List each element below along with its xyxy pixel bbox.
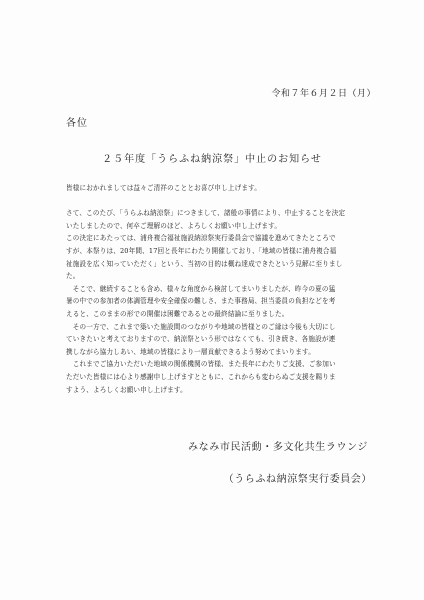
body-line: えると、このままの形での開催は困難であるとの最終結論に至りました。 <box>66 309 289 318</box>
greeting-line: 皆様におかれましては益々ご清祥のこととお喜び申し上げます。 <box>66 184 262 192</box>
document-title: ２５年度「うらふね納涼祭」中止のお知らせ <box>102 154 322 165</box>
paragraph-spacer <box>66 195 376 208</box>
addressee: 各位 <box>66 118 88 129</box>
body-line: 暑の中での参加者の体調管理や安全確保の難しさ、また事務局、担当委員の負担などを考 <box>66 297 336 306</box>
body-line: いたしましたので、何卒ご理解のほど、よろしくお願い申し上げます。 <box>66 221 282 230</box>
body-line: た。 <box>66 272 80 281</box>
document-body <box>66 182 376 396</box>
body-line: その一方で、これまで築いた施設間のつながりや地域の皆様とのご縁は今後も大切にし <box>66 322 336 331</box>
body-line: すが、本祭りは、20年間、17回と長年にわたり開催しており、「地域の皆様に浦舟複合福 <box>66 246 337 255</box>
body-line: そこで、継続することも含め、様々な角度から検討してまいりましたが、昨今の夏の猛 <box>66 284 336 293</box>
signature-committee: （うらふね納涼祭実行委員会） <box>223 474 372 485</box>
body-line: さて、このたび、「うらふね納涼祭」につきまして、諸般の事情により、中止することを決定 <box>66 209 346 218</box>
body-line: ただいた皆様には心より感謝申し上げますとともに、これからも変わらぬご支援を賜りま <box>66 372 336 381</box>
document-date: 令和７年６月２日（月） <box>271 89 376 99</box>
body-line: ていきたいと考えておりますので、納涼祭という形ではなくても、引き続き、各施設が連 <box>66 335 336 344</box>
body-line: 祉施設を広く知っていただく」という、当初の目的は概ね達成できたという見解に至りまし <box>66 259 343 268</box>
signature-organization: みなみ市民活動・多文化共生ラウンジ <box>188 442 368 453</box>
body-line: これまでご協力いただいた地域の関係機関の皆様、また長年にわたりご支援、ご参加い <box>66 360 336 369</box>
body-line: すよう、よろしくお願い申し上げます。 <box>66 385 187 394</box>
body-line: 携しながら協力しあい、地域の皆様により一層貢献できるよう努めてまいります。 <box>66 347 315 356</box>
body-line: この決定にあたっては、浦舟複合福祉施設納涼祭実行委員会で協議を進めてきたところで <box>66 234 336 243</box>
